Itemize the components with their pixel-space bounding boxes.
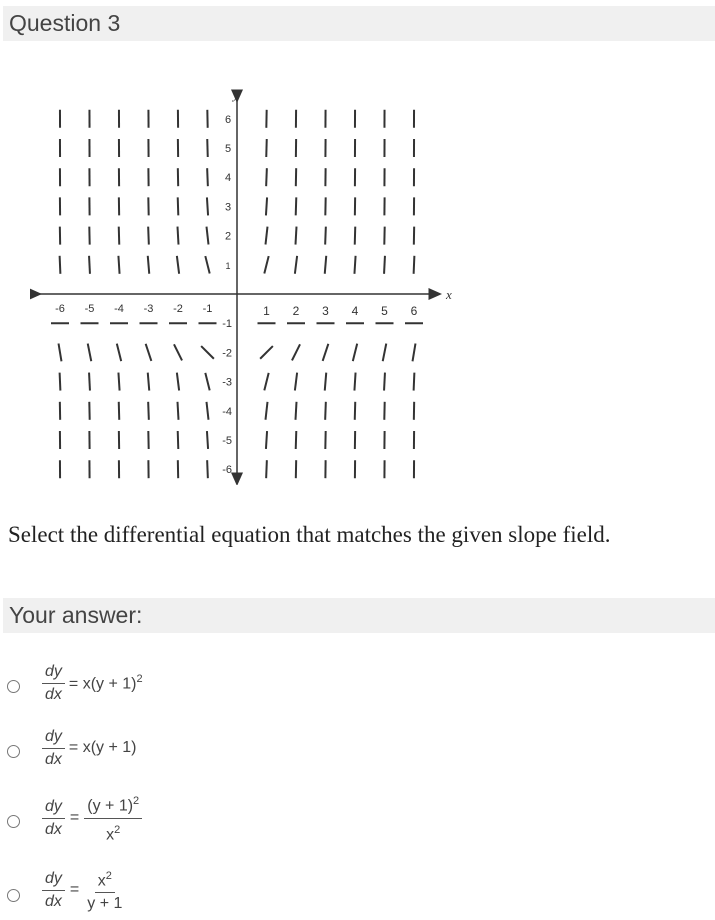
slope-segment bbox=[177, 256, 179, 274]
slope-segment bbox=[178, 431, 179, 449]
slope-segment bbox=[207, 197, 208, 215]
slope-segment bbox=[414, 373, 415, 391]
x-tick-label: 6 bbox=[410, 304, 418, 318]
slope-segment bbox=[325, 227, 326, 245]
y-tick-label: 5 bbox=[224, 143, 232, 155]
x-tick-label: 1 bbox=[263, 304, 270, 318]
slope-segment bbox=[146, 344, 152, 361]
slope-segment bbox=[89, 373, 90, 391]
answer-option-2[interactable] bbox=[0, 723, 715, 773]
x-tick-label: 4 bbox=[351, 304, 359, 318]
y-tick-label: 1 bbox=[225, 260, 231, 271]
answer-option-1[interactable] bbox=[0, 658, 715, 708]
slope-segment bbox=[296, 197, 297, 215]
derivative-fraction: $\frac{dy}{dx}$ bbox=[42, 728, 65, 769]
derivative-fraction: $\frac{dy}{dx}$ bbox=[42, 798, 65, 839]
y-tick-label: 3 bbox=[224, 201, 232, 214]
slope-segment bbox=[295, 373, 297, 391]
slope-segment bbox=[266, 402, 268, 420]
answer-option-3[interactable] bbox=[0, 792, 715, 844]
x-tick-label: -5 bbox=[84, 303, 95, 315]
radio-button-4[interactable] bbox=[7, 889, 20, 902]
slope-segment bbox=[384, 373, 385, 391]
x-tick-label: -2 bbox=[173, 303, 183, 315]
equation-2 bbox=[42, 723, 136, 773]
y-tick-label: -6 bbox=[222, 464, 232, 477]
slope-segment bbox=[325, 402, 326, 420]
slope-segment bbox=[178, 227, 179, 245]
slope-segment bbox=[295, 256, 297, 274]
x-tick-label: -3 bbox=[143, 303, 154, 315]
x-tick-label: 3 bbox=[322, 304, 329, 318]
slope-segment bbox=[266, 168, 267, 186]
slope-segment bbox=[118, 256, 119, 274]
slope-segment bbox=[60, 256, 61, 274]
slope-segment bbox=[266, 197, 267, 215]
derivative-fraction: $\frac{dy}{dx}$ bbox=[42, 870, 65, 911]
slope-segment bbox=[296, 402, 297, 420]
slope-segment bbox=[354, 256, 355, 274]
slope-segment bbox=[118, 373, 119, 391]
slope-segment bbox=[148, 256, 149, 274]
answer-option-4[interactable] bbox=[0, 864, 715, 916]
slope-segment bbox=[207, 460, 208, 478]
slope-segment bbox=[148, 227, 149, 245]
y-tick-label: -3 bbox=[222, 376, 232, 389]
slope-segment bbox=[325, 373, 326, 391]
slope-segment bbox=[207, 168, 208, 186]
slope-segment bbox=[260, 346, 273, 359]
slope-segment bbox=[148, 402, 149, 420]
slope-segment bbox=[178, 402, 179, 420]
slope-segment bbox=[264, 256, 268, 273]
equation-3: $\frac{dy}{dx}$ = $\frac{(y + 1)^2}{x^2}$ bbox=[42, 792, 142, 844]
slope-segment bbox=[205, 256, 209, 273]
slope-field-graph bbox=[30, 85, 460, 485]
equation-1 bbox=[42, 658, 143, 708]
slope-segment bbox=[89, 256, 90, 274]
rhs-fraction-3: $\frac{(y + 1)^2}{x^2}$ bbox=[84, 792, 142, 844]
answer-header: Your answer: bbox=[3, 598, 715, 633]
slope-segment bbox=[178, 197, 179, 215]
y-tick-label: 2 bbox=[224, 230, 232, 243]
y-tick-label: 4 bbox=[224, 172, 232, 185]
slope-segment bbox=[207, 431, 208, 449]
y-tick-label: -4 bbox=[222, 405, 232, 418]
x-tick-label: 2 bbox=[292, 304, 300, 318]
slope-segment bbox=[384, 256, 385, 274]
slope-segment bbox=[207, 227, 209, 245]
x-tick-label: -6 bbox=[55, 303, 65, 315]
x-tick-label: -1 bbox=[202, 303, 213, 315]
slope-segment bbox=[353, 344, 357, 361]
radio-button-3[interactable] bbox=[7, 815, 20, 828]
slope-segment bbox=[205, 373, 209, 390]
y-axis-label: y bbox=[233, 87, 239, 102]
rhs-2: = x(y + 1) bbox=[68, 739, 137, 756]
question-prompt: Select the differential equation that matches the given slope field. bbox=[8, 522, 611, 547]
slope-segment bbox=[266, 431, 267, 449]
x-tick-label: 5 bbox=[381, 304, 388, 318]
radio-button-2[interactable] bbox=[7, 745, 20, 758]
question-header: Question 3 bbox=[3, 6, 715, 41]
y-tick-label: -1 bbox=[222, 318, 232, 331]
slope-segment bbox=[292, 344, 300, 360]
slope-segment bbox=[414, 256, 415, 274]
rhs-fraction-4: $\frac{x^2}{y + 1}$ bbox=[84, 867, 125, 913]
y-tick-label: 6 bbox=[224, 113, 232, 126]
slope-segment bbox=[117, 344, 121, 361]
slope-segment bbox=[325, 256, 326, 274]
radio-button-1[interactable] bbox=[7, 680, 20, 693]
slope-segment bbox=[383, 344, 387, 362]
y-tick-label: -5 bbox=[222, 435, 232, 447]
y-tick-label: -2 bbox=[222, 347, 232, 360]
slope-segment bbox=[59, 344, 62, 362]
slope-segment bbox=[60, 373, 61, 391]
slope-segment bbox=[88, 344, 92, 362]
slope-segment bbox=[296, 227, 297, 245]
slope-segment bbox=[323, 344, 329, 361]
derivative-fraction: $\frac{dy}{dx}$ bbox=[42, 663, 65, 704]
slope-segment bbox=[148, 373, 149, 391]
rhs-1: = $x(y + 1)^2$ bbox=[68, 672, 143, 693]
slope-segment bbox=[201, 346, 214, 359]
equation-4: $\frac{dy}{dx}$ = $\frac{x^2}{y + 1}$ bbox=[42, 864, 125, 916]
x-axis-label: x bbox=[446, 287, 452, 302]
slope-segment bbox=[266, 460, 267, 478]
slope-segment bbox=[296, 431, 297, 449]
slope-segment bbox=[174, 344, 182, 360]
slope-segment bbox=[413, 344, 416, 362]
slope-segment bbox=[264, 373, 268, 390]
slope-segment bbox=[177, 373, 179, 391]
slope-segment bbox=[207, 402, 209, 420]
x-tick-label: -4 bbox=[114, 303, 124, 315]
slope-segment bbox=[266, 227, 268, 245]
slope-segment bbox=[354, 373, 355, 391]
